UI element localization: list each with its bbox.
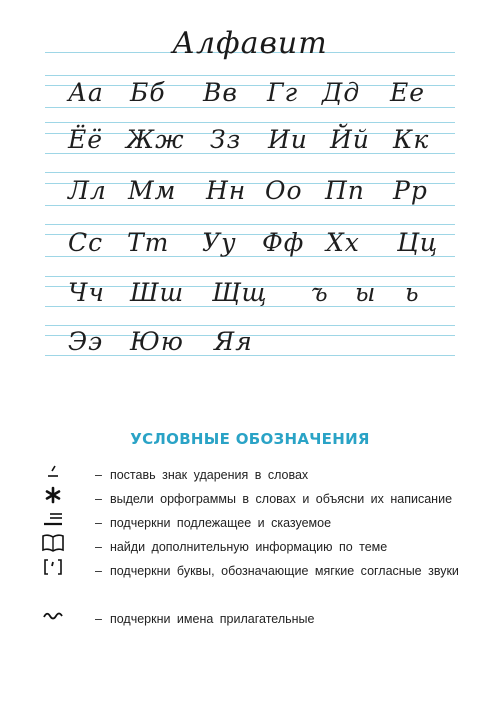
letter-pair: Пп [325,176,365,205]
letter-pair: Юю [130,327,184,356]
letter-pair: ы [355,278,377,307]
legend-item [40,556,470,600]
letter-pair: Гг [267,78,299,107]
letter-pair: Кк [393,125,430,154]
letter-pair: Рр [393,176,428,205]
letter-pair: Ее [390,78,426,107]
legend-dash: – [95,540,102,554]
letter-pair: Йй [330,125,370,154]
letter-pair: Щщ [212,278,268,307]
legend-dash: – [95,612,102,626]
legend-item [40,532,470,554]
letter-pair: Вв [203,78,238,107]
letter-pair: Цц [397,228,439,257]
page-title: Алфавит [172,26,328,61]
legend-item [40,604,470,626]
legend-dash: – [95,564,102,578]
rule-line [45,234,455,235]
letter-pair: Шш [130,278,185,307]
letter-pair: Нн [206,176,247,205]
letter-pair: Аа [68,78,104,107]
rule-line [45,122,455,123]
legend-text: подчеркни имена прилагательные [109,612,315,626]
letter-pair: ъ [311,278,329,307]
letter-pair: ь [405,278,420,307]
letter-pair: Фф [262,228,305,257]
letter-pair: Лл [68,176,107,205]
letter-pair: Зз [210,125,242,154]
letter-pair: Жж [126,125,185,154]
legend-item [40,460,470,482]
rule-line [45,256,455,257]
legend-title: УСЛОВНЫЕ ОБОЗНАЧЕНИЯ [130,430,370,448]
letter-pair: Оо [265,176,303,205]
wavy-line-icon [40,604,66,626]
legend-text: поставь знак ударения в словах [109,468,309,482]
open-book-icon [40,532,66,554]
letter-pair: Сс [68,228,104,257]
legend-text: подчеркни подлежащее и сказуемое [109,516,332,530]
underline-subject-predicate-icon [40,508,66,530]
rule-line [45,107,455,108]
letter-pair: Дд [322,78,361,107]
legend-text: подчеркни буквы, обозначающие мягкие согласные звуки [109,564,459,578]
rule-line [45,224,455,225]
letter-pair: Ии [268,125,308,154]
stress-mark-icon [40,460,66,482]
letter-pair: Яя [214,327,253,356]
legend-dash: – [95,468,102,482]
letter-pair: Бб [130,78,166,107]
legend-text: найди дополнительную информацию по теме [109,540,388,554]
legend-dash: – [95,516,102,530]
rule-line [45,75,455,76]
letter-pair: Чч [68,278,105,307]
rule-line [45,205,455,206]
legend-text: выдели орфограммы в словах и объясни их написание [109,492,453,506]
letter-pair: Тт [127,228,170,257]
letter-pair: Ээ [68,327,104,356]
legend-item [40,484,470,506]
letter-pair: Ёё [68,125,104,154]
rule-line [45,325,455,326]
asterisk-icon [40,484,66,506]
letter-pair: Мм [128,176,177,205]
letter-pair: Уу [202,228,237,257]
soft-consonant-bracket-icon [40,556,66,578]
rule-line [45,276,455,277]
rule-line [45,172,455,173]
letter-pair: Хх [326,228,360,257]
legend-dash: – [95,492,102,506]
legend-item [40,508,470,530]
